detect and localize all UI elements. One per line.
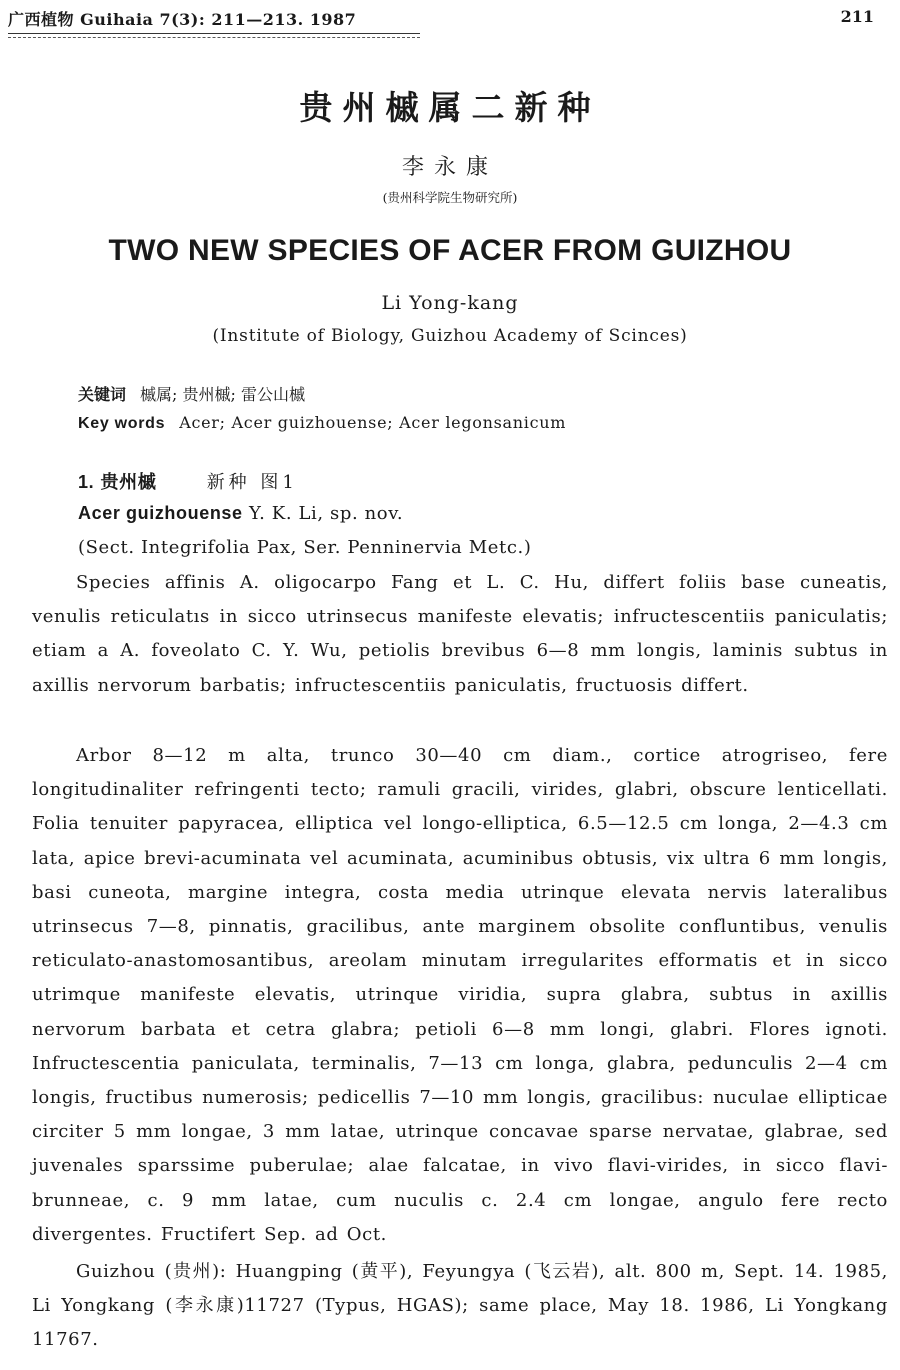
header-rule-dashed — [8, 37, 420, 38]
section-species-cn: 贵州槭 — [100, 472, 157, 493]
author-english: Li Yong-kang — [381, 292, 519, 314]
affiliation-chinese: (贵州科学院生物研究所) — [382, 190, 518, 205]
species-authority: Y. K. Li, sp. nov. — [242, 503, 404, 524]
keywords-chinese-label: 关键词 — [78, 385, 127, 404]
section-number: 1. — [78, 472, 95, 492]
keywords-chinese-text: 槭属; 贵州槭; 雷公山槭 — [140, 385, 305, 404]
paragraph-text: Species affinis A. oligocarpo Fang et L. C. Hu, differt foliis base cuneatis, venulis reticulatıs in sicco utrinsecus manifeste elevatis; infructescentiis paniculatis; etiam a A. foveolato C. Y. Wu, petiolis brevibus 6—8 mm longis, laminis subtus in axillis nervorum barbatis; infructescentiis paniculatis, fructuosis differt. — [32, 572, 888, 696]
section-heading — [78, 468, 298, 494]
section-tag: 新种 图1 — [206, 472, 298, 493]
author-chinese: 李永康 — [401, 155, 498, 180]
paragraph-diagnosis — [32, 566, 888, 703]
journal-citation: 广西植物 Guihaia 7(3): 211—213. 1987 — [8, 10, 357, 29]
species-name: Acer guizhouense — [78, 503, 243, 523]
header-rule — [8, 33, 420, 34]
keywords-english-text: Acer; Acer guizhouense; Acer legonsanicum — [179, 413, 567, 432]
paragraph-text: Arbor 8—12 m alta, trunco 30—40 cm diam., cortice atrogriseo, fere longitudinaliter refringenti tecto; ramuli gracili, virides, glabri, obscure lenticellati. Folia tenuiter papyracea, elliptica vel longo-elliptica, 6.5—12.5 cm longa, 2—4.3 cm lata, apice brevi-acuminata vel acuminata, acuminibus obtusis, vix ultra 6 mm longis, basi cuneota, margine integra, costa media utrinque elevata nervis lateralibus utrinsecus 7—8, pinnatis, gracilibus, ante marginem obsolite confluntibus, venulis reticulato-anastomosantibus, areolam minutam irregularites efformatis et in sicco utrimque manifeste elevatis, utrinque viridia, supra glabra, subtus in axillis nervorum barbata et cetra glabra; petioli 6—8 mm longi, glabri. Flores ignoti. Infructescentia paniculata, terminalis, 7—13 cm longa, glabra, pedunculis 2—4 cm longis, fructibus numerosis; pedicellis 7—10 mm longis, gracilibus: nuculae ellipticae circiter 5 mm longae, 3 mm latae, utrinque concavae sparse nervatae, glabrae, sed juvenales sparssime puberulae; alae falcatae, in vivo flavi-virides, in sicco flavi-brunneae, c. 9 mm latae, cum nuculis c. 2.4 cm longae, angulo fere recto divergentes. Fructifert Sep. ad Oct. — [32, 745, 888, 1245]
keywords-chinese — [78, 382, 305, 405]
running-header — [8, 4, 892, 38]
paragraph-description — [32, 739, 888, 1252]
paragraph-specimens — [32, 1255, 888, 1358]
species-name-line — [78, 503, 403, 524]
paragraph-text: Guizhou (贵州): Huangping (黄平), Feyungya (飞云岩), alt. 800 m, Sept. 14. 1985, Li Yongkang (李永康)11727 (Typus, HGAS); same place, May 18. 1986, Li Yongkang 11767. — [32, 1261, 888, 1351]
page-number: 211 — [840, 7, 874, 26]
section-classification: (Sect. Integrifolia Pax, Ser. Penninervia Metc.) — [78, 537, 532, 558]
keywords-english-label: Key words — [78, 415, 166, 432]
keywords-english — [78, 413, 566, 433]
title-chinese: 贵州槭属二新种 — [299, 88, 601, 127]
affiliation-english: (Institute of Biology, Guizhou Academy of Scinces) — [212, 326, 688, 346]
title-english: TWO NEW SPECIES OF ACER FROM GUIZHOU — [108, 234, 792, 267]
